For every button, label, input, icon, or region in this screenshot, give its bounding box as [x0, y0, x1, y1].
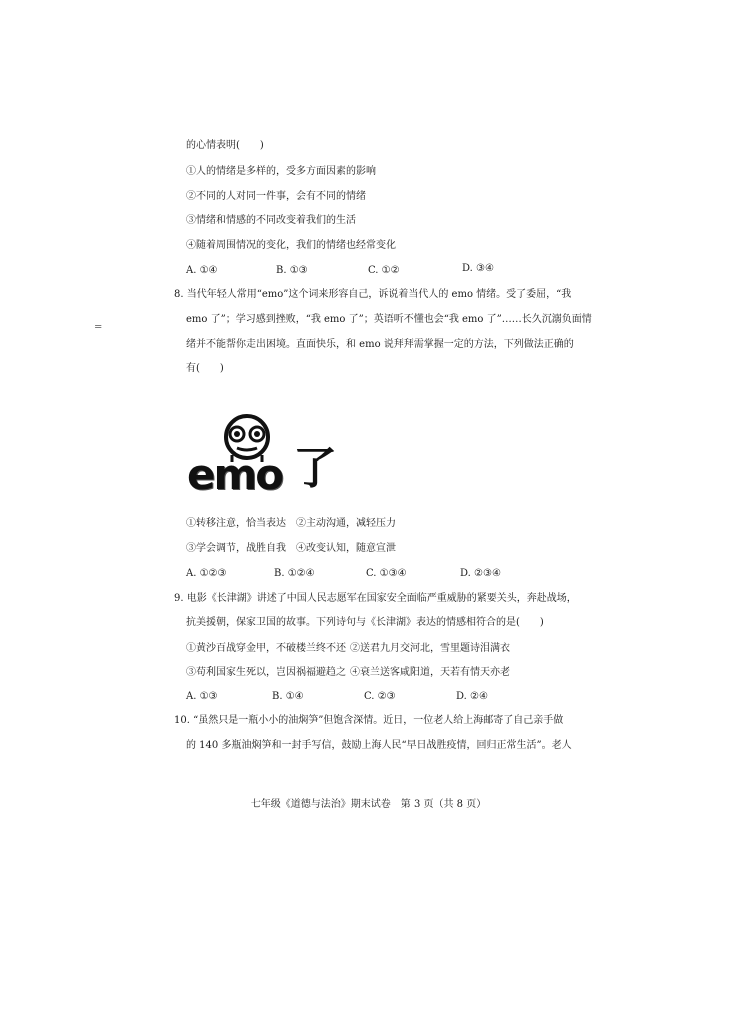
q7-statement-1: ①人的情绪是多样的，受多方面因素的影响 — [186, 166, 376, 177]
q7-statement-3: ③情绪和情感的不同改变着我们的生活 — [186, 215, 356, 226]
q8-choice-a: A. ①②③ — [186, 568, 227, 579]
q8-statement-2: ②主动沟通，减轻压力 — [296, 518, 396, 529]
q8-choice-c: C. ①③④ — [366, 568, 407, 579]
q8-choice-d: D. ②③④ — [460, 568, 501, 579]
q8-line-4: 有( ) — [186, 363, 224, 374]
q8-statement-4: ④改变认知，随意宣泄 — [296, 543, 396, 554]
q7-statement-2: ②不同的人对同一件事，会有不同的情绪 — [186, 191, 366, 202]
q9-line-1: 9. 电影《长津湖》讲述了中国人民志愿军在国家安全面临严重威胁的紧要关头，奔赴战场， — [174, 593, 577, 604]
q7-statement-4: ④随着周围情况的变化，我们的情绪也经常变化 — [186, 240, 396, 251]
margin-mark: = — [94, 322, 103, 333]
q9-choice-a: A. ①③ — [186, 691, 218, 702]
q7-choice-c: C. ①② — [368, 265, 400, 276]
emo-figure-char: 了 — [293, 443, 337, 494]
q7-choice-a: A. ①④ — [186, 265, 218, 276]
q9-statement-3: ③苟利国家生死以，岂因祸福避趋之 — [186, 667, 346, 678]
q9-choice-b: B. ①④ — [272, 691, 304, 702]
q9-choice-c: C. ②③ — [364, 691, 396, 702]
q8-statement-1: ①转移注意，恰当表达 — [186, 518, 286, 529]
q8-choice-b: B. ①②④ — [274, 568, 315, 579]
emo-figure-text: emo — [187, 450, 283, 499]
q9-line-2: 抗美援朝，保家卫国的故事。下列诗句与《长津湖》表达的情感相符合的是( ) — [186, 617, 544, 628]
q9-statement-4: ④衰兰送客咸阳道，天若有情天亦老 — [350, 667, 510, 678]
q10-line-1: 10. “虽然只是一瓶小小的油焖笋”但饱含深情。近日，一位老人给上海邮寄了自己亲手做 — [174, 715, 564, 726]
q9-choice-d: D. ②④ — [456, 691, 488, 702]
q10-line-2: 的 140 多瓶油焖笋和一封手写信，鼓励上海人民“早日战胜疫情，回归正常生活”。老人 — [186, 740, 572, 751]
q8-line-1: 8. 当代年轻人常用“emo”这个词来形容自己，诉说着当代人的 emo 情绪。受了委屈，“我 — [174, 289, 572, 300]
q7-stem-tail: 的心情表明( ) — [186, 140, 264, 151]
q9-statement-2: ②送君九月交河北，雪里题诗泪满衣 — [350, 643, 510, 654]
q9-statement-1: ①黄沙百战穿金甲，不破楼兰终不还 — [186, 643, 346, 654]
q8-statement-3: ③学会调节，战胜自我 — [186, 543, 286, 554]
page-footer: 七年级《道德与法治》期末试卷 第 3 页（共 8 页） — [250, 799, 487, 810]
emo-illustration — [185, 410, 345, 505]
q8-line-2: emo 了”；学习感到挫败，“我 emo 了”；英语听不懂也会“我 emo 了”……长久沉溺负面情 — [186, 314, 592, 325]
q7-choice-b: B. ①③ — [276, 265, 308, 276]
q8-line-3: 绪并不能帮你走出困境。直面快乐，和 emo 说拜拜需掌握一定的方法，下列做法正确的 — [186, 339, 574, 350]
q7-choice-d: D. ③④ — [462, 263, 494, 274]
